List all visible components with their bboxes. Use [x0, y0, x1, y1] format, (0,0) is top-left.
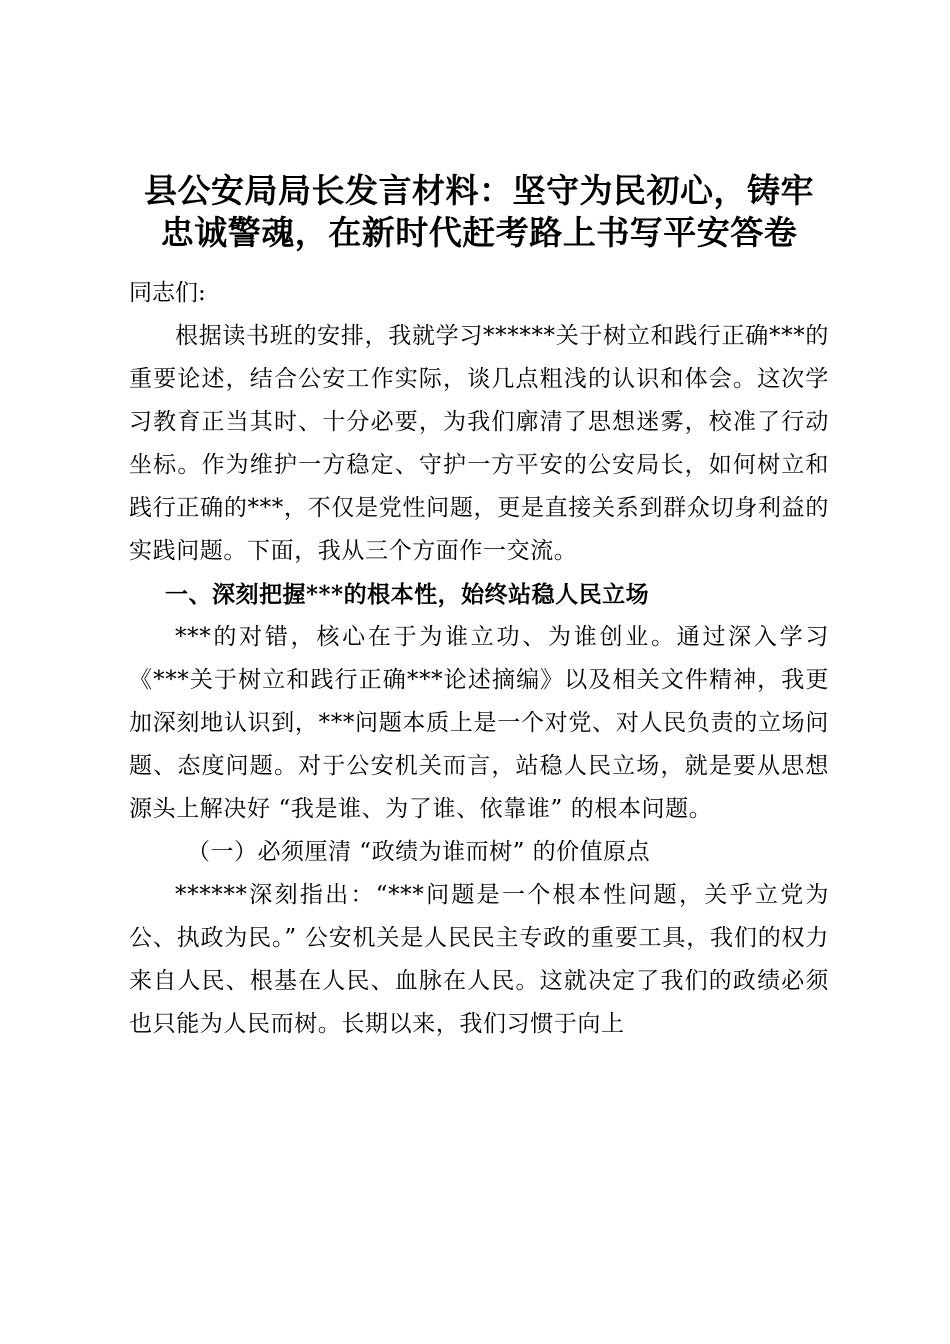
section-1-paragraph: ***的对错，核心在于为谁立功、为谁创业。通过深入学习《***关于树立和践行正确***论述摘编》以及相关文件精神，我更加深刻地认识到，***问题本质上是一个对党、对人民负责的立场问题、态度问题。对于公安机关而言，站稳人民立场，就是要从思想源头上解决好 “我是谁、为了谁、依靠谁” 的根本问题。 [129, 624, 829, 822]
intro-paragraph: 根据读书班的安排，我就学习******关于树立和践行正确***的重要论述，结合公安工作实际，谈几点粗浅的认识和体会。这次学习教育正当其时、十分必要，为我们廓清了思想迷雾，校准了行动坐标。作为维护一方稳定、守护一方平安的公安局长，如何树立和践行正确的***，不仅是党性问题，更是直接关系到群众切身利益的实践问题。下面，我从三个方面作一交流。 [129, 323, 829, 564]
subsection-1-paragraph: ******深刻指出：“***问题是一个根本性问题，关乎立党为公、执政为民。” 公安机关是人民民主专政的重要工具，我们的权力来自人民、根基在人民、血脉在人民。这就决定了我们的政绩必须也只能为人民而树。长期以来，我们习惯于向上 [129, 882, 829, 1037]
title-line-1: 县公安局局长发言材料：坚守为民初心，铸牢 [144, 171, 814, 210]
subsection-1-heading: （一）必须厘清 “政绩为谁而树” 的价值原点 [187, 839, 651, 865]
document-title [129, 170, 829, 254]
salutation: 同志们: [129, 280, 206, 306]
title-line-2: 忠诚警魂，在新时代赶考路上书写平安答卷 [160, 213, 798, 252]
section-1-heading: 一、深刻把握***的根本性，始终站稳人民立场 [165, 581, 650, 608]
document-body [129, 170, 829, 1046]
